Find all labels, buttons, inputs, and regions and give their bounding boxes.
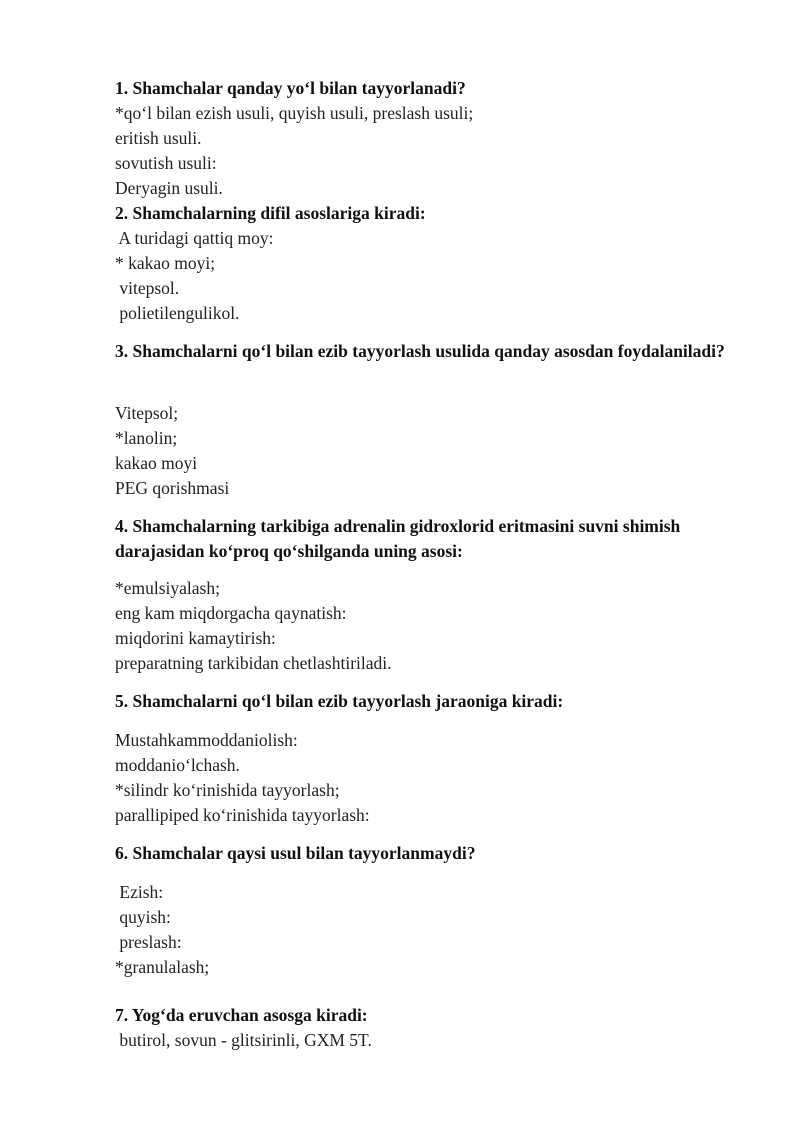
question-4-title: 4. Shamchalarning tarkibiga adrenalin gidroxlorid eritmasini suvni shimish darajasidan ko‘proq qo‘shilganda uning asosi: [115,516,681,561]
question-6-option-3: preslash: [115,932,182,952]
question-3-option-1: Vitepsol; [115,403,179,423]
question-6-option-1: Ezish: [115,882,164,902]
question-7-option-1: butirol, sovun - glitsirinli, GXM 5T. [115,1030,372,1050]
question-1-title: 1. Shamchalar qanday yo‘l bilan tayyorlanadi? [115,78,466,98]
question-2-option-1: A turidagi qattiq moy: [115,228,274,248]
question-6-option-2: quyish: [115,907,171,927]
question-5-option-4: parallipiped ko‘rinishida tayyorlash: [115,805,370,825]
question-4-option-2: eng kam miqdorgacha qaynatish: [115,603,347,623]
question-4-option-4: preparatning tarkibidan chetlashtiriladi. [115,653,392,673]
question-1-option-2: eritish usuli. [115,128,202,148]
question-5-option-3: *silindr ko‘rinishida tayyorlash; [115,780,340,800]
question-6-title: 6. Shamchalar qaysi usul bilan tayyorlanmaydi? [115,843,476,863]
question-2-option-2: * kakao moyi; [115,253,216,273]
question-5-option-2: moddanio‘lchash. [115,755,240,775]
question-4-option-1: *emulsiyalash; [115,578,220,598]
question-6-option-4: *granulalash; [115,957,210,977]
question-7-title: 7. Yog‘da eruvchan asosga kiradi: [115,1005,368,1025]
question-1-option-4: Deryagin usuli. [115,178,223,198]
question-1-option-3: sovutish usuli: [115,153,217,173]
question-4-option-3: miqdorini kamaytirish: [115,628,276,648]
question-2-option-3: vitepsol. [115,278,180,298]
question-3-option-4: PEG qorishmasi [115,478,230,498]
question-2-option-4: polietilengulikol. [115,303,240,323]
question-2-title: 2. Shamchalarning difil asoslariga kiradi: [115,203,426,223]
question-1-option-1: *qo‘l bilan ezish usuli, quyish usuli, preslash usuli; [115,103,474,123]
question-3-title: 3. Shamchalarni qo‘l bilan ezib tayyorlash usulida qanday asosdan foydalaniladi? [115,341,725,361]
question-3-option-2: *lanolin; [115,428,178,448]
question-5-title: 5. Shamchalarni qo‘l bilan ezib tayyorlash jaraoniga kiradi: [115,691,564,711]
question-3-option-3: kakao moyi [115,453,198,473]
question-5-option-1: Mustahkammoddaniolish: [115,730,298,750]
